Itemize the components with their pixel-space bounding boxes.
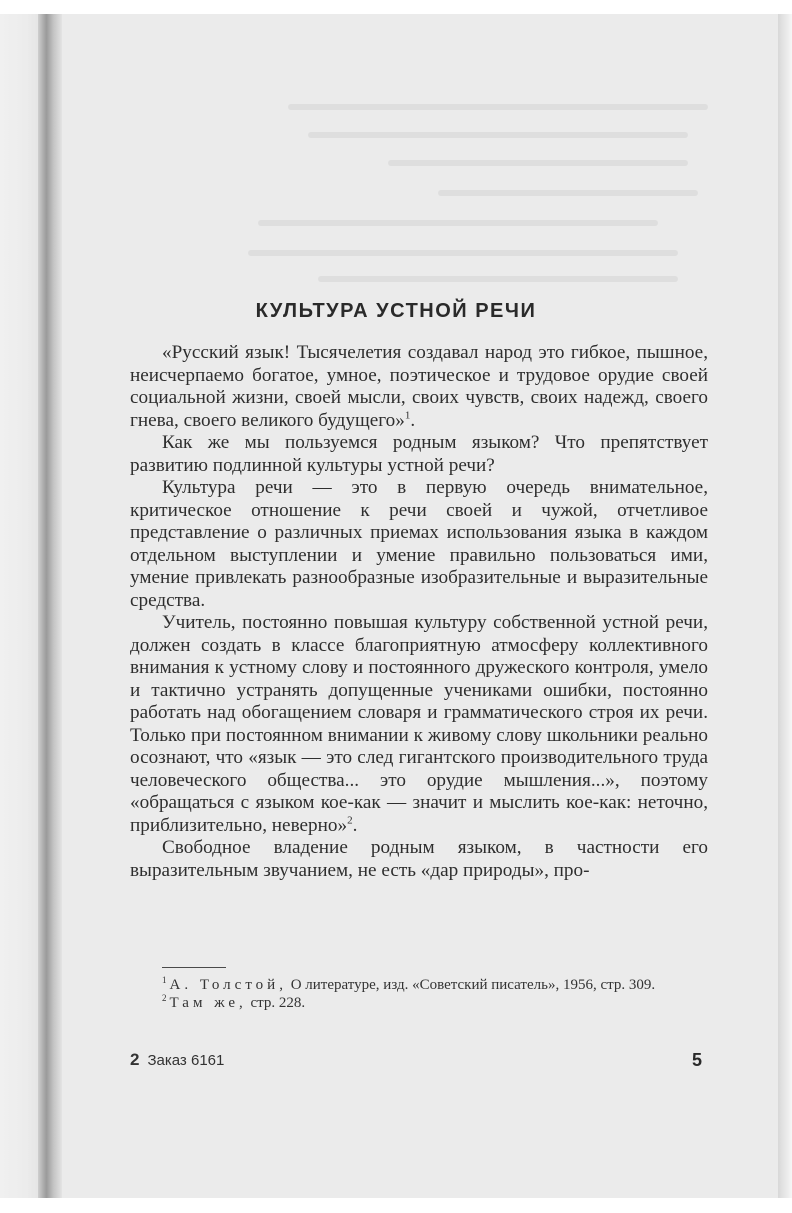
bleed-through-line	[258, 220, 658, 226]
scan-top-strip	[0, 0, 792, 14]
bleed-through-line	[248, 250, 678, 256]
paragraph-text: Как же мы пользуемся родным языком? Что препятствует развитию подлинной культуры устной речи?	[130, 432, 708, 476]
paragraph-end: .	[410, 409, 416, 431]
paragraph-text: Учитель, постоянно повышая культуру собственной устной речи, должен создать в классе благоприятную атмосферу коллективного внимания к устному слову и постоянного дружеского контроля, умело и тактично устранять допущенные учениками ошибки, постоянно работать над обогащением словаря и грамматического строя их речи. Только при постоянном внимании к живому слову школьники реально осознают, что «язык — это след гигантского производительного труда человеческого общества... это орудие мышления...», поэтому «обращаться с языком кое-как — значит и мыслить кое-как: неточно, приблизительно, неверно»	[130, 612, 708, 836]
paragraph-3	[130, 477, 708, 612]
signature-number: 2	[130, 1050, 140, 1069]
paragraph-5	[130, 837, 708, 882]
chapter-heading: КУЛЬТУРА УСТНОЙ РЕЧИ	[255, 300, 537, 322]
footnote-text: стр. 228.	[250, 995, 306, 1011]
footnote-reference: 2	[347, 814, 353, 827]
body-text	[130, 342, 708, 882]
binding-fold	[38, 14, 62, 1198]
paragraph-1	[130, 342, 708, 432]
bleed-through-line	[318, 276, 678, 282]
footnote-author: Там же,	[169, 995, 247, 1011]
page-number: 5	[692, 1050, 703, 1070]
footnote-separator	[162, 967, 226, 968]
footnote-mark: 2	[162, 993, 167, 1003]
signature-text: Заказ 6161	[147, 1052, 225, 1069]
bleed-through-line	[288, 104, 708, 110]
footnotes	[130, 976, 708, 1012]
scan-bottom-strip	[0, 1198, 792, 1213]
right-page-edge	[778, 14, 792, 1198]
footnote-1	[130, 976, 708, 994]
printer-signature	[130, 1050, 224, 1070]
paragraph-text: Культура речи — это в первую очередь внимательное, критическое отношение к речи своей и чужой, отчетливое представление о различных приемах использования языка в каждом отдельном выступлении и умение правильно пользоваться ими, умение привлекать разнообразные изобразительные и выразительные средства.	[130, 477, 708, 611]
footnote-author: А. Толстой,	[169, 977, 287, 993]
paragraph-4	[130, 612, 708, 837]
paragraph-2	[130, 432, 708, 477]
footnote-2	[130, 994, 708, 1012]
paragraph-end: .	[352, 814, 358, 836]
footnote-reference: 1	[404, 409, 411, 422]
bleed-through-line	[388, 160, 688, 166]
paragraph-text: Свободное владение родным языком, в частности его выразительным звучанием, не есть «дар природы», про-	[130, 837, 708, 881]
bleed-through-line	[308, 132, 688, 138]
footnote-text: О литературе, изд. «Советский писатель», 1956, стр. 309.	[290, 977, 656, 993]
footnote-mark: 1	[162, 975, 167, 985]
paragraph-text: «Русский язык! Тысячелетия создавал народ это гибкое, пышное, неисчерпаемо богатое, умное, поэтическое и трудовое орудие своей социальной жизни, своей мысли, своих чувств, своих надежд, своего гнева, своего великого будущего»	[130, 342, 708, 431]
bleed-through-line	[438, 190, 698, 196]
